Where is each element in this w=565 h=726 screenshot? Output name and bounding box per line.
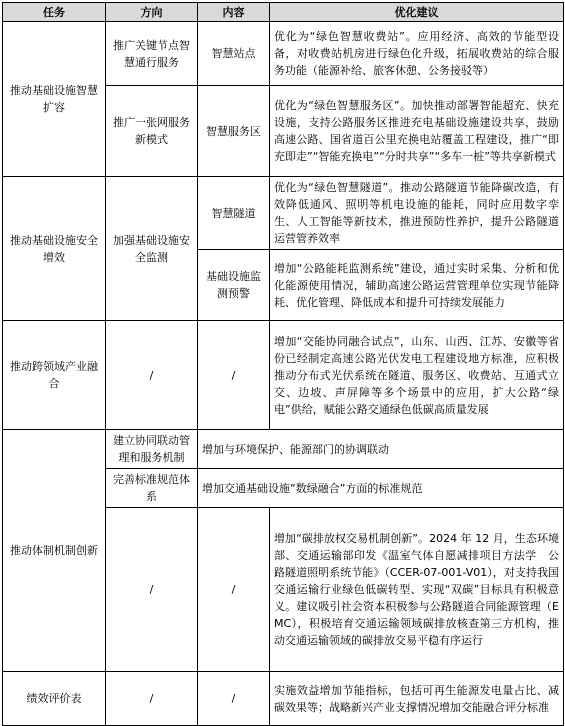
suggestion-cell: 优化为“绿色智慧收费站”。应用经济、高效的节能型设备，对收费站机房进行绿色化升级，拓展收费站的综合服务功能（能源补给、旅客休憩、公务接驳等） [270, 22, 564, 86]
content-cell: / [198, 508, 270, 672]
suggestion-cell: 增加“交能协同融合试点”，山东、山西、江苏、安徽等省份已经制定高速公路光伏发电工程建设地方标准，应积极推动分布式光伏系统在隧道、服务区、收费站、互通式立交、边坡、声屏障等多个场景中的应用，扩大公路“绿电”供给，赋能公路交通绿色低碳高质量发展 [270, 321, 564, 430]
suggestion-cell: 增加“公路能耗监测系统”建设，通过实时采集、分析和优化能源使用情况，辅助高速公路运营管理单位实现节能降耗、优化管理、降低成本和提升可持续发展能力 [270, 250, 564, 321]
content-cell: / [198, 672, 270, 726]
direction-cell: 推广关键节点智慧通行服务 [106, 22, 198, 86]
direction-cell: 建立协同联动管理和服务机制 [106, 430, 198, 469]
task-cell: 绩效评价表 [3, 672, 106, 726]
header-direction: 方向 [106, 3, 198, 22]
content-cell: 智慧站点 [198, 22, 270, 86]
task-cell: 推动体制机制创新 [3, 430, 106, 672]
header-content: 内容 [198, 3, 270, 22]
content-cell: / [198, 321, 270, 430]
table-row [3, 22, 564, 86]
optimization-table [2, 2, 564, 726]
suggestion-cell: 增加“碳排放权交易机制创新”。2024 年 12 月，生态环境部、交通运输部印发《温室气体自愿减排项目方法学 公路隧道照明系统节能》（CCER-07-001-V01），对支持我国交通运输行业绿色低碳转型、实现“双碳”目标具有积极意义。建议吸引社会资本积极参与公路隧道合同能源管理（EMC），积极培育交通运输领域碳排放核查第三方机构，推动交通运输领域的碳排放交易平稳有序运行 [270, 508, 564, 672]
direction-cell: 加强基础设施安全监测 [106, 177, 198, 321]
table-row [3, 430, 564, 469]
direction-cell: / [106, 321, 198, 430]
suggestion-cell: 优化为“绿色智慧隧道”。推动公路隧道节能降碳改造，有效降低通风、照明等机电设施的能耗，同时应用数字孪生、人工智能等新技术，推进预防性养护，提升公路隧道运营管养效率 [270, 177, 564, 250]
task-cell: 推动基础设施安全增效 [3, 177, 106, 321]
content-cell: 智慧隧道 [198, 177, 270, 250]
task-cell: 推动跨领域产业融合 [3, 321, 106, 430]
content-cell: 基础设施监测预警 [198, 250, 270, 321]
direction-cell: 完善标准规范体系 [106, 469, 198, 508]
content-cell: 智慧服务区 [198, 86, 270, 177]
direction-cell: 推广一张网服务新模式 [106, 86, 198, 177]
suggestion-cell: 增加交通基础设施“数绿融合”方面的标准规范 [198, 469, 564, 508]
direction-cell: / [106, 508, 198, 672]
table-row [3, 177, 564, 250]
direction-cell: / [106, 672, 198, 726]
table-row [3, 672, 564, 726]
header-suggestion: 优化建议 [270, 3, 564, 22]
suggestion-cell: 优化为“绿色智慧服务区”。加快推动部署智能超充、快充设施，支持公路服务区推进充电基础设施建设共享，鼓励高速公路、国省道百公里充换电站覆盖工程建设，推广“即充即走”“智能充换电”“分时共享”“多车一桩”等共享新模式 [270, 86, 564, 177]
task-cell: 推动基础设施智慧扩容 [3, 22, 106, 177]
suggestion-cell: 实施效益增加节能指标，包括可再生能源发电量占比、减碳效果等；战略新兴产业支撑情况增加交能融合评分标准 [270, 672, 564, 726]
header-row [3, 3, 564, 22]
header-task: 任务 [3, 3, 106, 22]
table-row [3, 321, 564, 430]
suggestion-cell: 增加与环境保护、能源部门的协调联动 [198, 430, 564, 469]
